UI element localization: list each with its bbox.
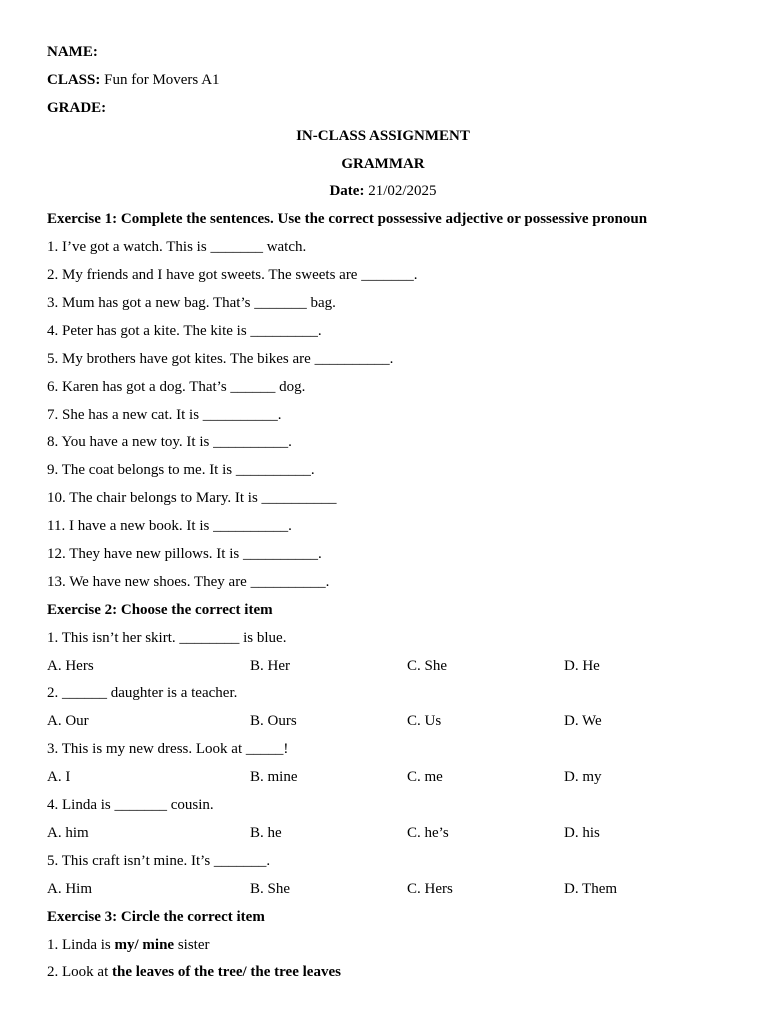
exercise2-question: 3. This is my new dress. Look at _____! (47, 741, 289, 758)
item-choices: the leaves of the tree/ the tree leaves (112, 964, 341, 981)
grade-line (47, 97, 727, 125)
exercise1-item: 9. The coat belongs to me. It is __________. (47, 462, 315, 479)
exercise2-options (47, 655, 727, 683)
exercise1-item: 7. She has a new cat. It is __________. (47, 406, 282, 423)
grade-label: GRADE: (47, 99, 107, 116)
exercise1-item: 13. We have new shoes. They are __________. (47, 573, 330, 590)
option-d: D. He (564, 657, 600, 674)
exercise2-options (47, 766, 727, 794)
exercise1-item: 10. The chair belongs to Mary. It is __________ (47, 490, 337, 507)
option-b: B. Ours (250, 713, 297, 730)
exercise1-item: 3. Mum has got a new bag. That’s _______ bag. (47, 295, 336, 312)
exercise1-item: 5. My brothers have got kites. The bikes are __________. (47, 350, 394, 367)
exercise2-question: 5. This craft isn’t mine. It’s _______. (47, 852, 271, 869)
exercise2-heading: Exercise 2: Choose the correct item (47, 601, 273, 618)
date-value: 21/02/2025 (364, 183, 437, 200)
option-b: B. She (250, 880, 291, 897)
option-d: D. my (564, 769, 602, 786)
exercise1-item: 1. I’ve got a watch. This is _______ watch. (47, 239, 307, 256)
name-line (47, 41, 727, 69)
worksheet (47, 41, 727, 989)
exercise1-item: 2. My friends and I have got sweets. The sweets are _______. (47, 267, 418, 284)
exercise1-item: 8. You have a new toy. It is __________. (47, 434, 292, 451)
option-d: D. We (564, 713, 602, 730)
exercise1-item: 11. I have a new book. It is __________. (47, 518, 292, 535)
exercise1-item: 12. They have new pillows. It is __________. (47, 546, 322, 563)
option-b: B. mine (250, 769, 298, 786)
exercise2-options (47, 822, 727, 850)
date-label: Date: (329, 183, 365, 200)
assignment-title: IN-CLASS ASSIGNMENT (296, 127, 470, 144)
option-c: C. he’s (407, 824, 449, 841)
item-prefix: 1. Linda is (47, 936, 115, 953)
option-b: B. Her (250, 657, 290, 674)
exercise2-question: 2. ______ daughter is a teacher. (47, 685, 238, 702)
option-a: A. Hers (47, 657, 94, 674)
exercise2-question: 1. This isn’t her skirt. ________ is blue. (47, 629, 287, 646)
subject-title: GRAMMAR (341, 155, 425, 172)
item-prefix: 2. Look at (47, 964, 112, 981)
exercise1-item: 6. Karen has got a dog. That’s ______ dog. (47, 378, 306, 395)
option-a: A. Him (47, 880, 92, 897)
option-a: A. Our (47, 713, 89, 730)
class-label: CLASS: (47, 71, 101, 88)
option-a: A. him (47, 824, 89, 841)
class-line (47, 69, 727, 97)
exercise3-item (47, 934, 727, 962)
name-label: NAME: (47, 44, 98, 60)
option-b: B. he (250, 824, 282, 841)
exercise3-heading: Exercise 3: Circle the correct item (47, 908, 265, 925)
item-choices: my/ mine (114, 936, 175, 953)
option-a: A. I (47, 769, 71, 786)
exercise2-question: 4. Linda is _______ cousin. (47, 797, 214, 814)
date-line (47, 180, 719, 208)
item-suffix: sister (174, 936, 210, 953)
exercise2-options (47, 710, 727, 738)
option-c: C. She (407, 657, 448, 674)
option-d: D. his (564, 824, 600, 841)
class-value: Fun for Movers A1 (100, 71, 220, 88)
option-c: C. Us (407, 713, 442, 730)
option-c: C. me (407, 769, 443, 786)
exercise1-heading: Exercise 1: Complete the sentences. Use the correct possessive adjective or possessive pronoun (47, 211, 648, 228)
exercise3-item (47, 961, 727, 989)
option-c: C. Hers (407, 880, 453, 897)
option-d: D. Them (564, 880, 618, 897)
exercise2-options (47, 878, 727, 906)
exercise1-item: 4. Peter has got a kite. The kite is _________. (47, 322, 322, 339)
